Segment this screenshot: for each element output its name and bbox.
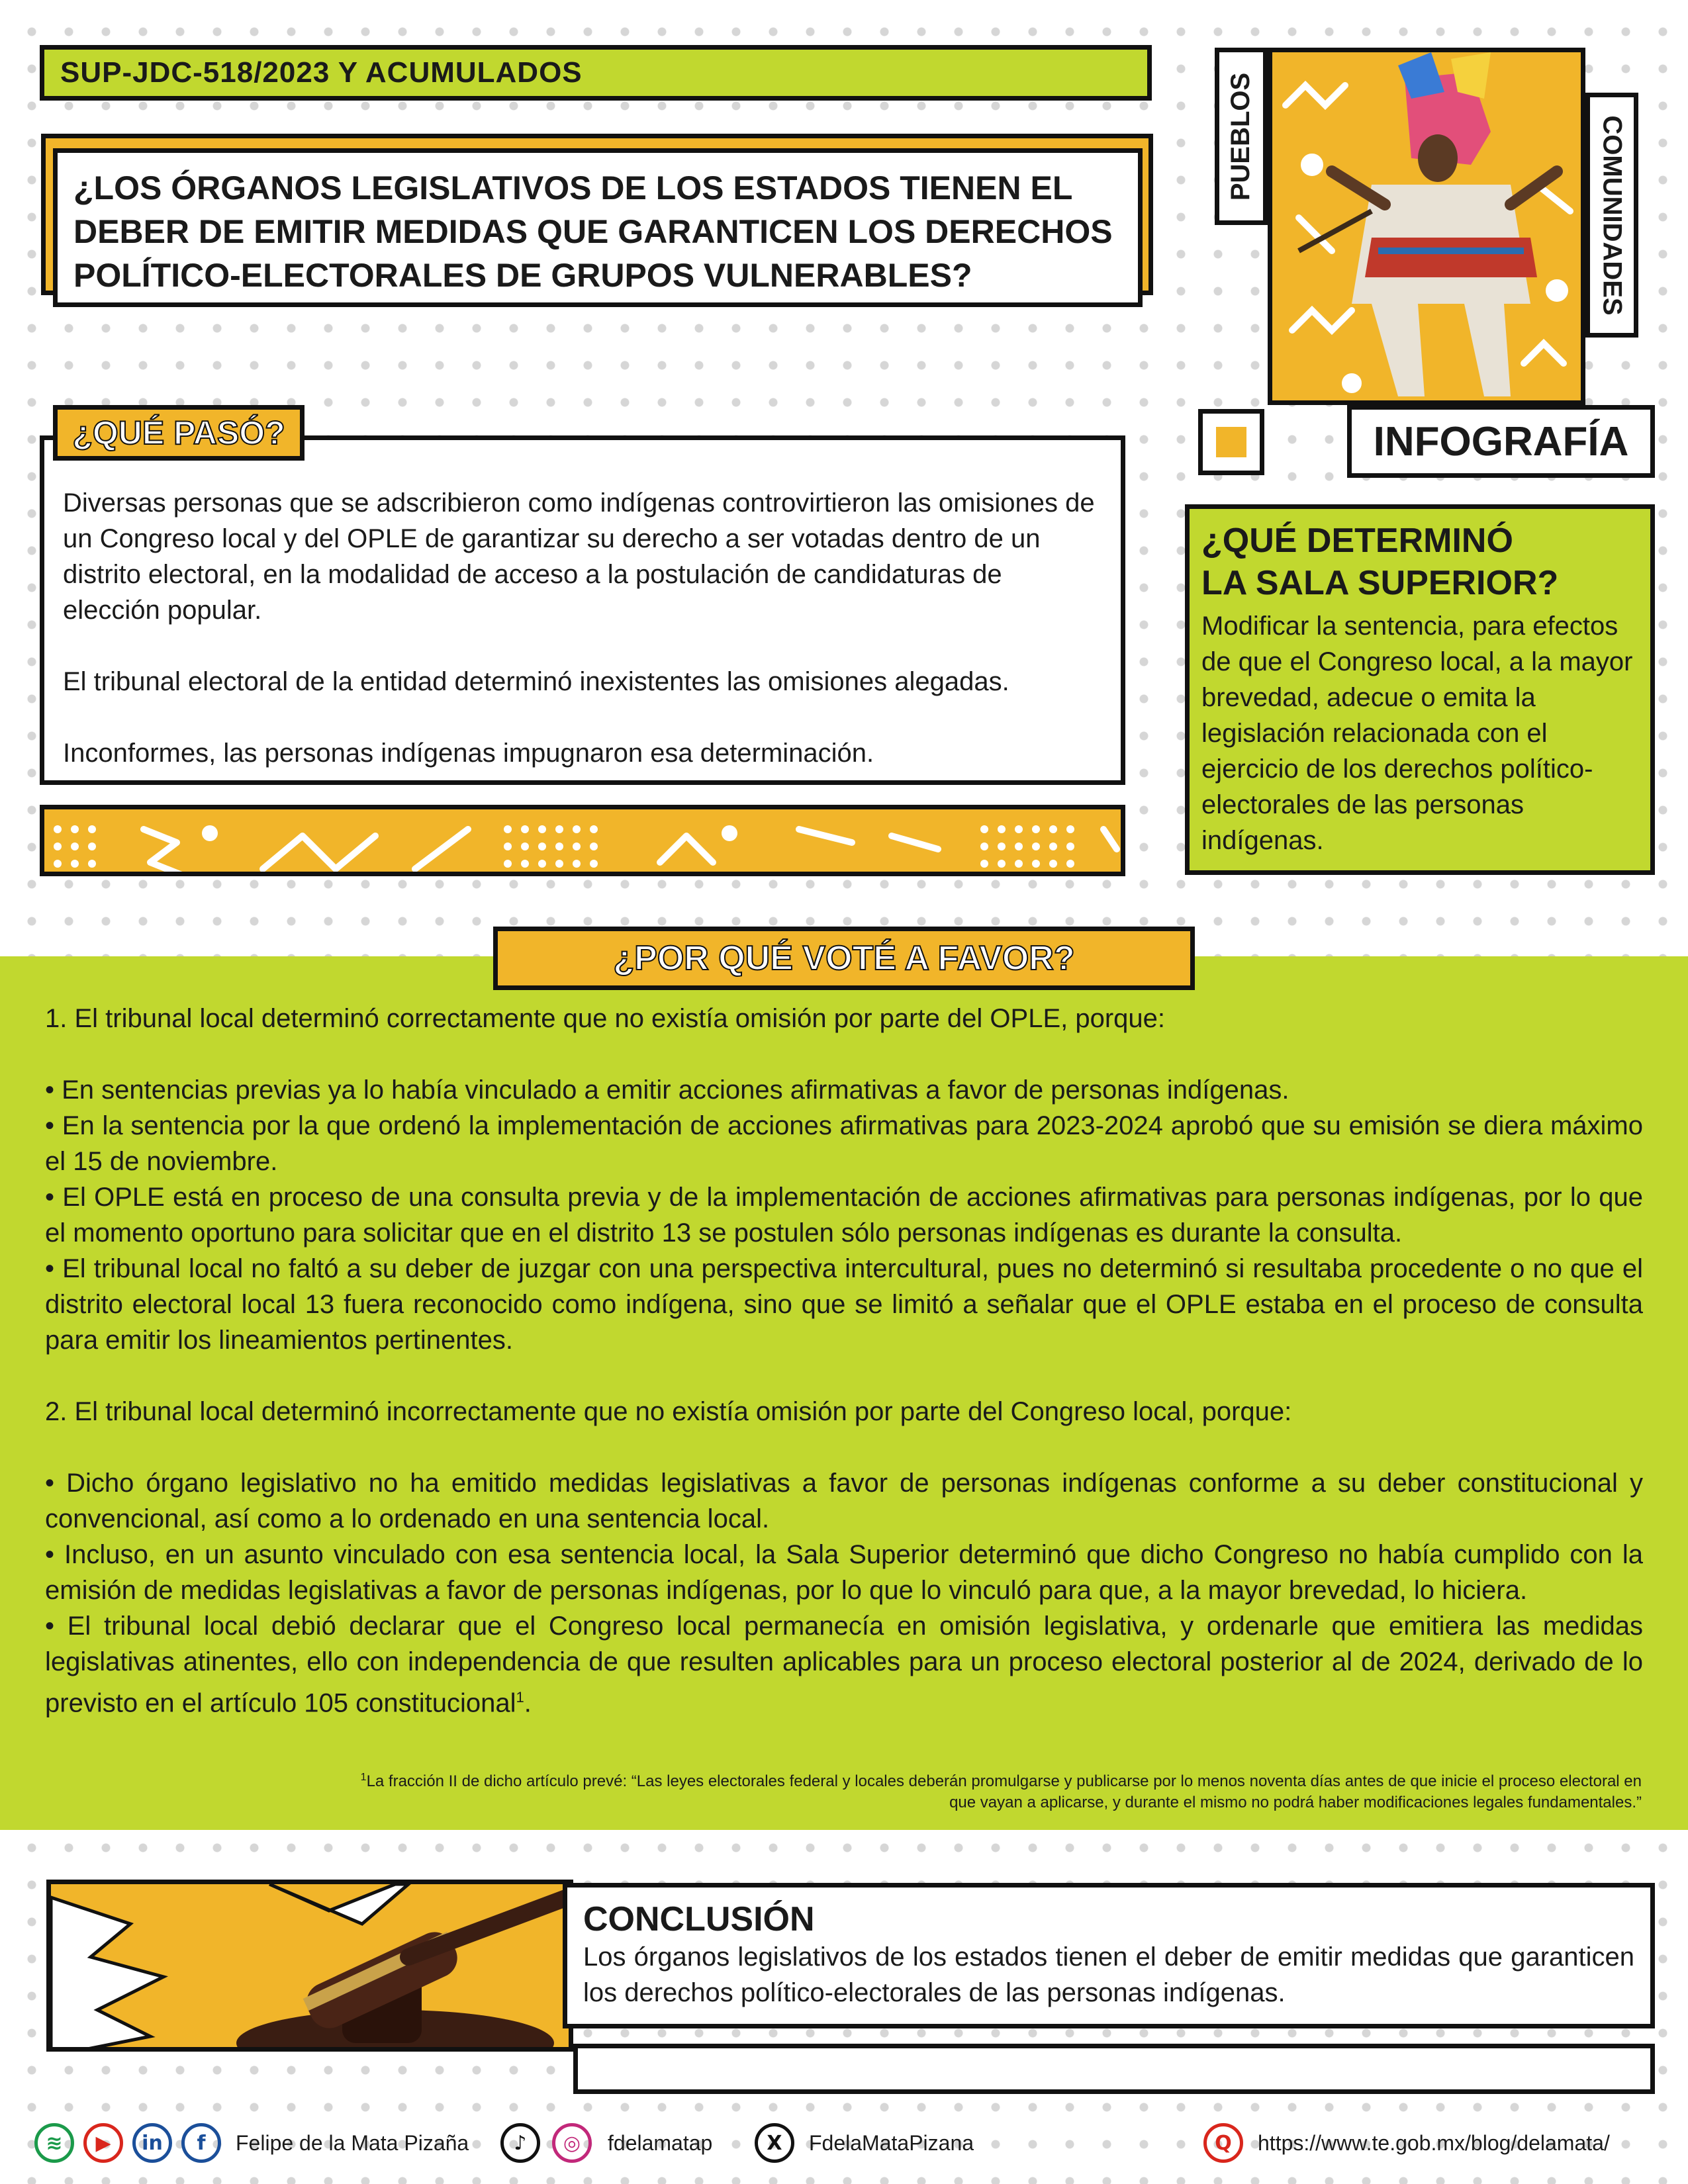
que-determino-title-2: LA SALA SUPERIOR? [1201, 564, 1559, 602]
que-paso-paragraph: El tribunal electoral de la entidad determinó inexistentes las omisiones alegadas. [63, 667, 1009, 696]
footer-url[interactable]: https://www.te.gob.mx/blog/delamata/ [1258, 2131, 1610, 2155]
bullet-text: • El tribunal local debió declarar que el Congreso local permanecía en omisión legislativa, y ordenarle que emitiera las medidas legislativas atinentes, ello con independencia de que resulten aplicables para un proceso electoral posterior al de 2024, derivado de lo previsto en el artículo 105 constitucional [45, 1612, 1643, 1718]
por-que-title-box [493, 927, 1195, 990]
por-que-title: ¿POR QUÉ VOTÉ A FAVOR? [613, 939, 1075, 978]
que-paso-paragraph: Diversas personas que se adscribieron como indígenas controvirtieron las omisiones de un Congreso local y del OPLE de garantizar su derecho a ser votadas dentro de un distrito electoral, en la modalidad de acceso a la postulación de candidaturas de elección popular. [63, 488, 1095, 625]
stripe-pattern [44, 809, 1125, 876]
comunidades-label-box [1585, 93, 1638, 338]
que-paso-title-box [53, 405, 305, 461]
bullet-item: • Dicho órgano legislativo no ha emitido medidas legislativas a favor de personas indígenas conforme a su deber constitucional y convencional, así como a lo ordenado en una sentencia local. [45, 1469, 1643, 1533]
que-paso-box [40, 435, 1125, 785]
conclusion-title: CONCLUSIÓN [583, 1900, 815, 1938]
footer-handle[interactable]: fdelamatap [608, 2131, 713, 2155]
que-determino-body: Modificar la sentencia, para efectos de que el Congreso local, a la mayor brevedad, adecue o emita la legislación relacionada con el ejercicio de los derechos político-electorales de las personas indígenas. [1201, 612, 1633, 855]
que-paso-title: ¿QUÉ PASÓ? [72, 414, 285, 451]
case-number: SUP-JDC-518/2023 Y ACUMULADOS [60, 56, 583, 89]
por-que-content [45, 1001, 1643, 1721]
linkedin-icon[interactable]: in [132, 2123, 172, 2163]
footnote-ref: 1 [360, 1772, 367, 1783]
question-box [53, 148, 1143, 307]
facebook-icon[interactable]: f [181, 2123, 221, 2163]
conclusion-body: Los órganos legislativos de los estados tienen el deber de emitir medidas que garanticen los derechos político-electorales de las personas indígenas. [583, 1942, 1634, 2007]
bullet-item: • El OPLE está en proceso de una consulta previa y de la implementación de acciones afirmativas para personas indígenas, por lo que el momento oportuno para solicitar que en el distrito 13 se postulen sólo personas indígenas es durante la consulta. [45, 1183, 1643, 1248]
case-number-box [40, 45, 1152, 101]
footer-name[interactable]: Felipe de la Mata Pizaña [236, 2131, 469, 2155]
bullet-item: • Incluso, en un asunto vinculado con esa sentencia local, la Sala Superior determinó que dicho Congreso no había cumplido con la emisión de medidas legislativas a favor de personas indígenas, por lo que lo vinculó para que, a la mayor brevedad, lo hiciera. [45, 1540, 1643, 1605]
main-question: ¿LOS ÓRGANOS LEGISLATIVOS DE LOS ESTADOS TIENEN EL DEBER DE EMITIR MEDIDAS QUE GARANTICEN LOS DERECHOS POLÍTICO-ELECTORALES DE GRUPOS VULNERABLES? [73, 169, 1113, 294]
que-paso-paragraph: Inconformes, las personas indígenas impugnaron esa determinación. [63, 739, 874, 768]
decorative-stripe [40, 805, 1125, 876]
empty-box [573, 2044, 1655, 2094]
footer-x-handle[interactable]: FdelaMataPizana [809, 2131, 974, 2155]
dancer-image-panel [1268, 48, 1585, 405]
bullet-item: • El tribunal local no faltó a su deber de juzgar con una perspectiva intercultural, pues no determinó si resultaba procedente o no que el distrito electoral local 13 fuera reconocido como indígena, sino que se limitó a señalar que el OPLE estaba en el proceso de consulta para emitir los lineamientos pertinentes. [45, 1254, 1643, 1355]
bullet-item: • En la sentencia por la que ordenó la implementación de acciones afirmativas para 2023-2024 aprobó que su emisión se diera máximo el 15 de noviembre. [45, 1111, 1643, 1176]
spotify-icon[interactable]: ≋ [34, 2123, 74, 2163]
bullet-item: • El tribunal local debió declarar que el Congreso local permanecía en omisión legislativa, y ordenarle que emitiera las medidas legislativas atinentes, ello con independencia de que resulten aplicables para un proceso electoral posterior al de 2024, derivado de lo previsto en el artículo 105 constitucional$^1$. [45, 1612, 1643, 1718]
bullets-1 [45, 1072, 1643, 1358]
conclusion-box [563, 1883, 1655, 2028]
infografia-box [1347, 405, 1655, 478]
que-paso-text [63, 485, 1105, 771]
que-determino-box [1185, 504, 1655, 875]
small-square-box [1198, 409, 1264, 475]
tiktok-icon[interactable]: ♪ [500, 2123, 540, 2163]
web-icon[interactable]: Q [1203, 2123, 1243, 2163]
youtube-icon[interactable]: ▶ [83, 2123, 123, 2163]
small-square [1216, 427, 1246, 457]
point-2: 2. El tribunal local determinó incorrectamente que no existía omisión por parte del Congreso local, porque: [45, 1397, 1292, 1426]
point-1: 1. El tribunal local determinó correctamente que no existía omisión por parte del OPLE, porque: [45, 1004, 1166, 1033]
bullet-item: • En sentencias previas ya lo había vinculado a emitir acciones afirmativas a favor de personas indígenas. [45, 1075, 1289, 1105]
dancer-illustration [1272, 52, 1585, 405]
footnote-text: La fracción II de dicho artículo prevé: “Las leyes electorales federal y locales deberán promulgarse y publicarse por lo menos noventa días antes de que inicie el proceso electoral en que vayan a aplicarse, y durante el mismo no podrá haber modificaciones legales fundamentales.” [366, 1772, 1642, 1811]
gavel-panel [46, 1880, 573, 2052]
pueblos-label: PUEBLOS [1226, 72, 1256, 201]
x-icon[interactable]: X [755, 2123, 794, 2163]
instagram-icon[interactable]: ◎ [552, 2123, 592, 2163]
footnote [344, 1767, 1642, 1813]
bullets-2 [45, 1465, 1643, 1721]
footnote-mark: 1 [516, 1689, 524, 1706]
infografia-label: INFOGRAFÍA [1373, 418, 1629, 465]
gavel-illustration [51, 1884, 573, 2052]
comunidades-label: COMUNIDADES [1597, 114, 1627, 316]
que-determino-title-1: ¿QUÉ DETERMINÓ [1201, 522, 1513, 560]
pueblos-label-box [1215, 48, 1268, 225]
